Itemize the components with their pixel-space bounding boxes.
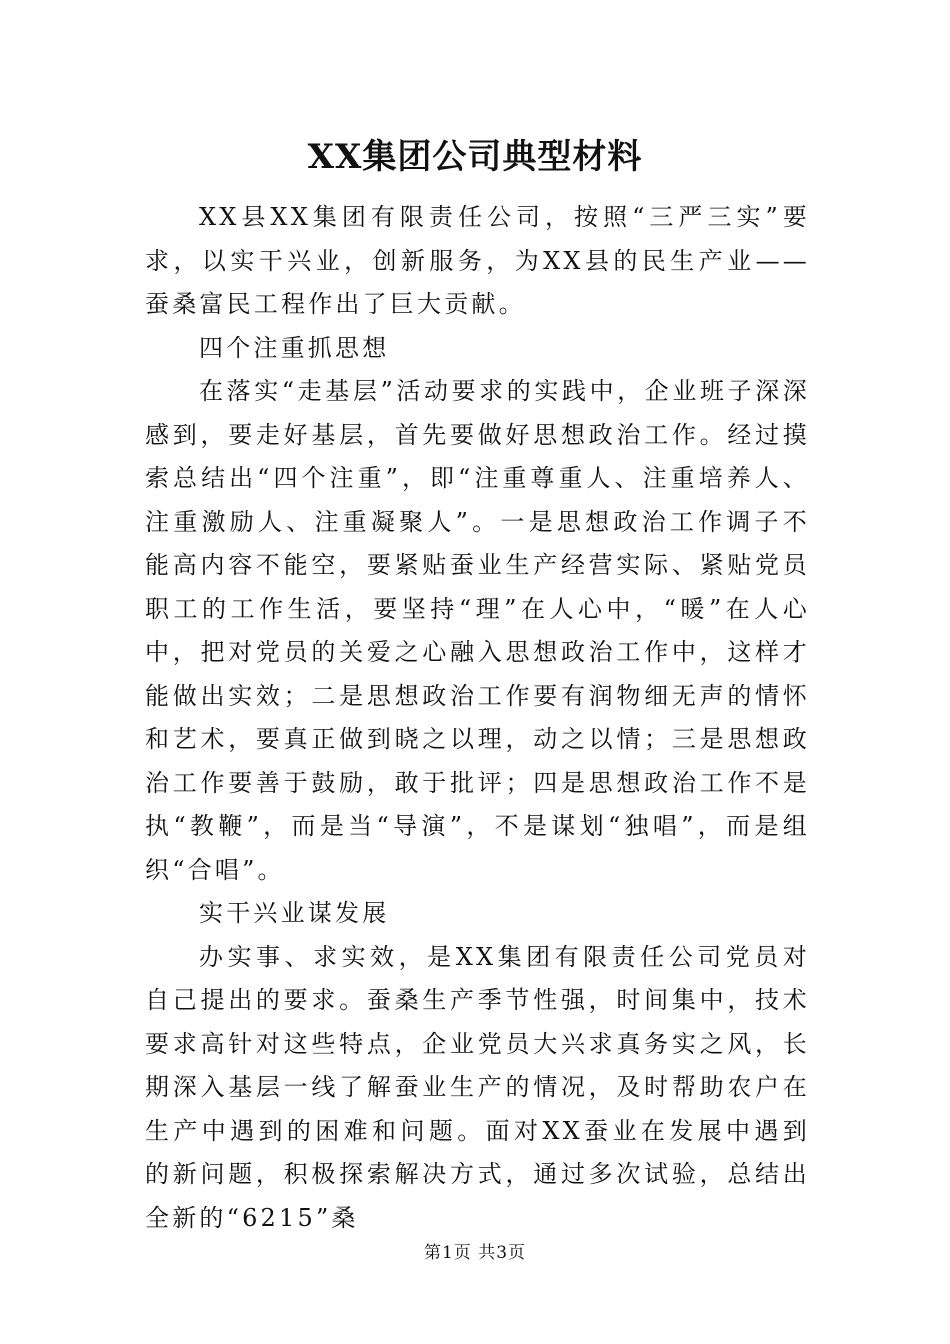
intro-paragraph: XX县XX集团有限责任公司，按照“三严三实”要求，以实干兴业，创新服务，为XX县的民生产业——蚕桑富民工程作出了巨大贡献。 — [145, 203, 810, 318]
section-heading-development: 实干兴业谋发展 — [199, 899, 390, 927]
page-footer: 第1页 共3页 — [423, 1243, 527, 1263]
document-body — [145, 196, 810, 1240]
development-paragraph: 办实事、求实效，是XX集团有限责任公司党员对自己提出的要求。蚕桑生产季节性强，时间集中，技术要求高针对这些特点，企业党员大兴求真务实之风，长期深入基层一线了解蚕业生产的情况，及时帮助农户在生产中遇到的困难和问题。面对XX蚕业在发展中遇到的新问题，积极探索解决方式，通过多次试验，总结出全新的“6215”桑 — [145, 942, 810, 1232]
thought-paragraph: 在落实“走基层”活动要求的实践中，企业班子深深感到，要走好基层，首先要做好思想政治工作。经过摸索总结出“四个注重”，即“注重尊重人、注重培养人、注重激励人、注重凝聚人”。一是思想政治工作调子不能高内容不能空，要紧贴蚕业生产经营实际、紧贴党员职工的工作生活，要坚持“理”在人心中，“暖”在人心中，把对党员的关爱之心融入思想政治工作中，这样才能做出实效；二是思想政治工作要有润物细无声的情怀和艺术，要真正做到晓之以理，动之以情；三是思想政治工作要善于鼓励，敢于批评；四是思想政治工作不是执“教鞭”，而是当“导演”，不是谋划“独唱”，而是组织“合唱”。 — [145, 377, 810, 884]
section-heading-thought: 四个注重抓思想 — [199, 333, 390, 362]
document-title: XX集团公司典型材料 — [307, 137, 643, 177]
